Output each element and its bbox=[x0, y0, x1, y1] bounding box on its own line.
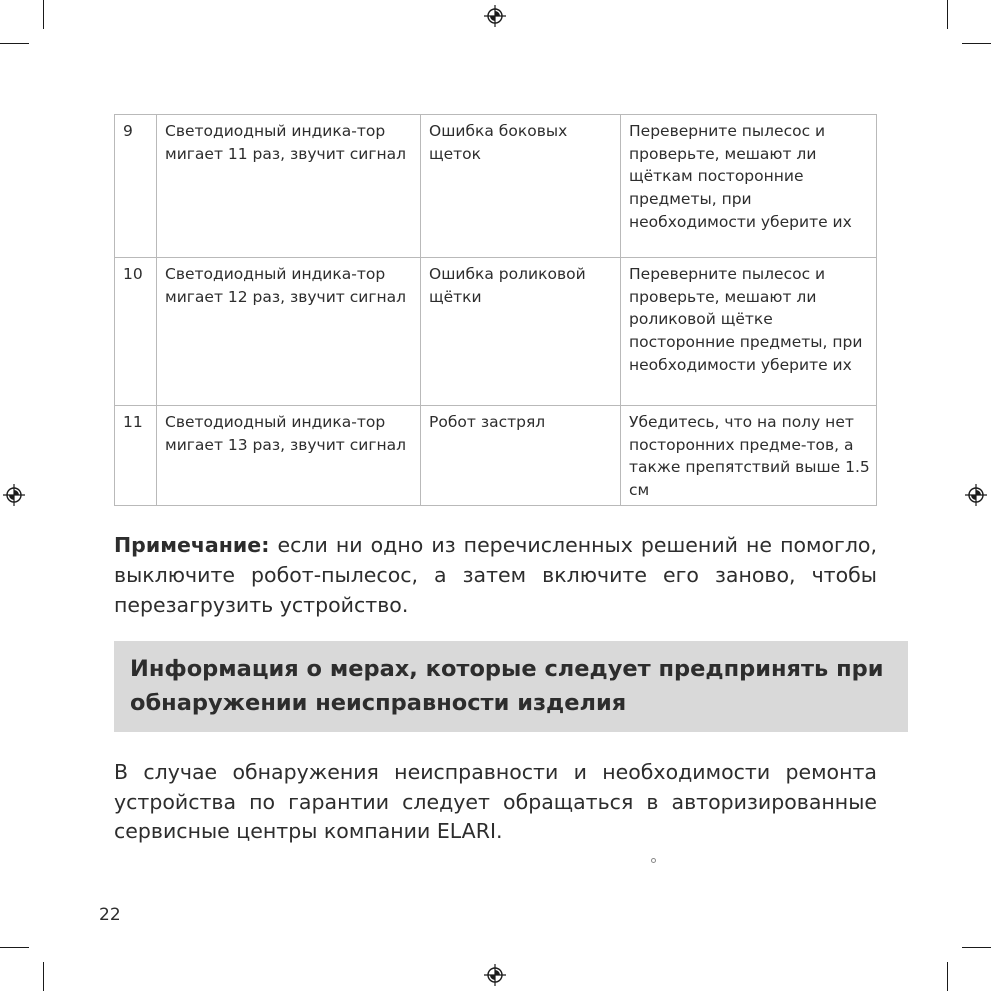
indicator-cell: Светодиодный индика-тор мигает 12 раз, звучит сигнал bbox=[157, 258, 421, 406]
service-paragraph: В случае обнаружения неисправности и необходимости ремонта устройства по гарантии следует обращаться в авторизированные сервисные центры компании ELARI. bbox=[114, 760, 877, 843]
registration-mark-icon bbox=[3, 484, 25, 506]
page-number: 22 bbox=[99, 905, 121, 925]
row-number: 10 bbox=[115, 258, 157, 406]
row-number: 9 bbox=[115, 115, 157, 258]
crop-mark-icon bbox=[947, 962, 948, 991]
solution-cell: Переверните пылесос и проверьте, мешают ли щёткам посторонние предметы, при необходимости уберите их bbox=[621, 115, 877, 258]
table-row bbox=[115, 406, 877, 506]
row-number: 11 bbox=[115, 406, 157, 506]
section-heading: Информация о мерах, которые следует предпринять при обнаружении неисправности изделия bbox=[130, 656, 884, 716]
registration-mark-icon bbox=[965, 484, 987, 506]
section-banner bbox=[114, 641, 908, 732]
note-text: если ни одно из перечисленных решений не помогло, выключите робот-пылесос, а затем включите его заново, чтобы перезагрузить устройство. bbox=[114, 533, 877, 617]
crop-mark-icon bbox=[43, 0, 44, 29]
note-label: Примечание: bbox=[114, 533, 270, 557]
indicator-cell: Светодиодный индика-тор мигает 11 раз, звучит сигнал bbox=[157, 115, 421, 258]
problem-cell: Ошибка роликовой щётки bbox=[421, 258, 621, 406]
problem-cell: Робот застрял bbox=[421, 406, 621, 506]
crop-mark-icon bbox=[43, 962, 44, 991]
crop-mark-icon bbox=[0, 43, 29, 44]
note-paragraph bbox=[114, 530, 877, 620]
crop-mark-icon bbox=[962, 43, 991, 44]
registration-mark-icon bbox=[484, 5, 506, 27]
troubleshooting-table bbox=[114, 114, 877, 506]
print-dot-icon bbox=[651, 858, 656, 863]
crop-mark-icon bbox=[947, 0, 948, 29]
crop-mark-icon bbox=[962, 947, 991, 948]
table-row bbox=[115, 115, 877, 258]
problem-cell: Ошибка боковых щеток bbox=[421, 115, 621, 258]
indicator-cell: Светодиодный индика-тор мигает 13 раз, звучит сигнал bbox=[157, 406, 421, 506]
solution-cell: Убедитесь, что на полу нет посторонних предме-тов, а также препятствий выше 1.5 см bbox=[621, 406, 877, 506]
solution-cell: Переверните пылесос и проверьте, мешают ли роликовой щётке посторонние предметы, при необходимости уберите их bbox=[621, 258, 877, 406]
table-row bbox=[115, 258, 877, 406]
registration-mark-icon bbox=[484, 964, 506, 986]
crop-mark-icon bbox=[0, 947, 29, 948]
